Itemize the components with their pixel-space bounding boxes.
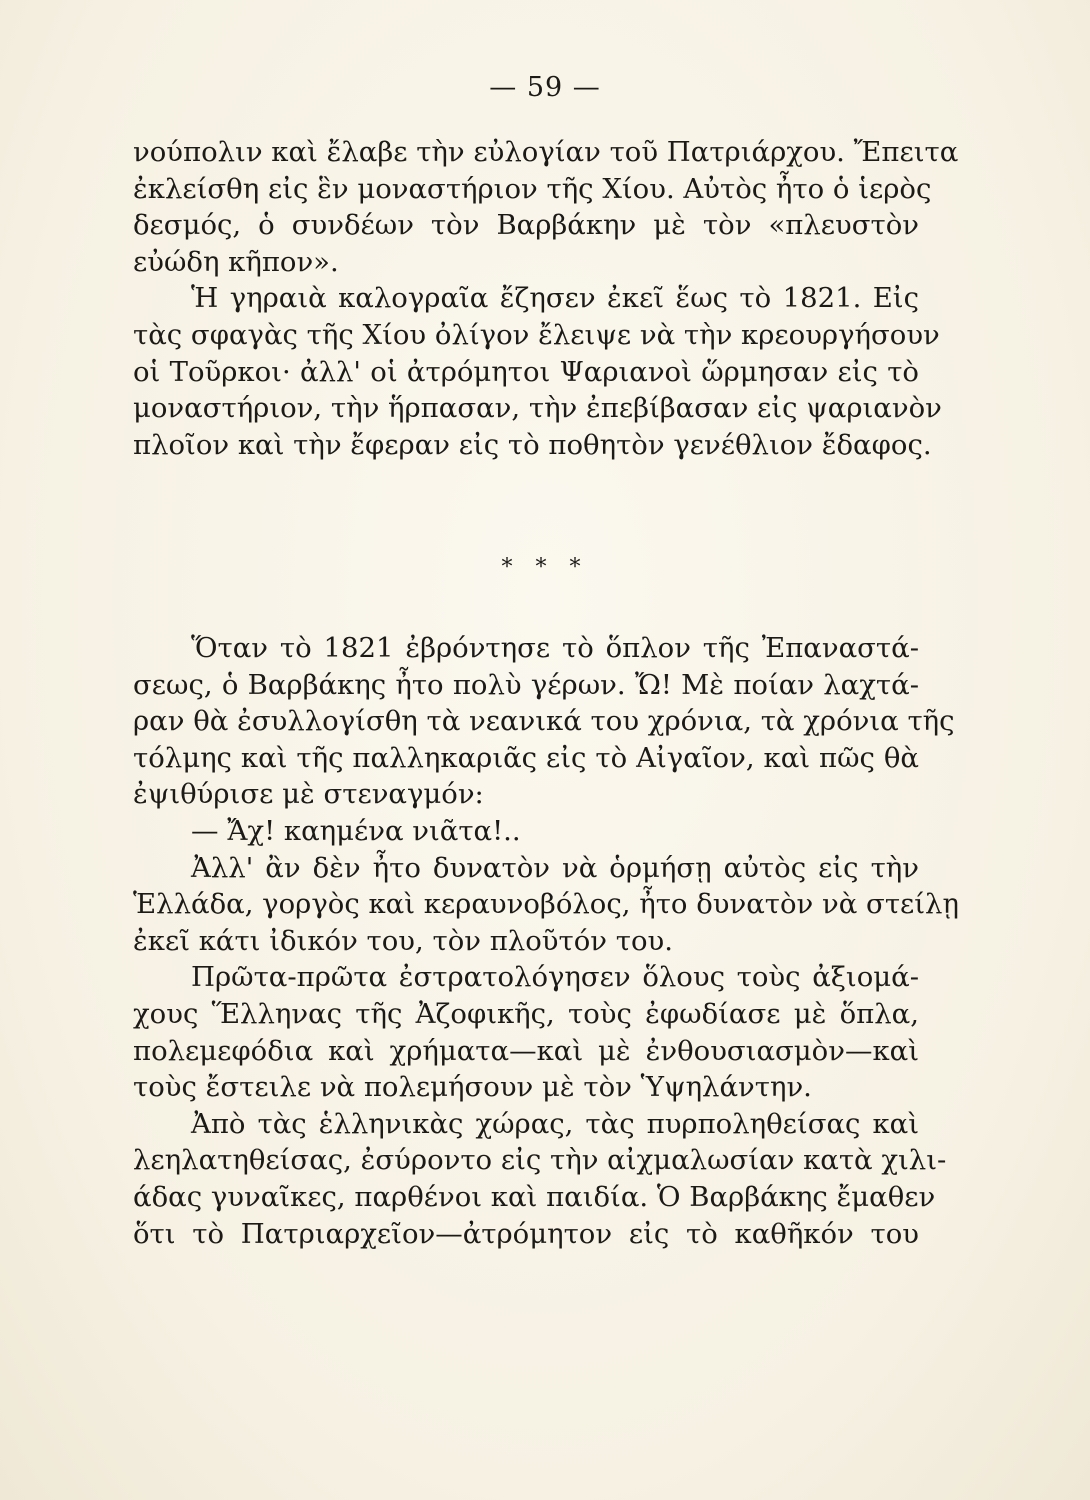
text-line: ἐκεῖ κάτι ἰδικόν του, τὸν πλοῦτόν του. (133, 924, 673, 957)
text-line: άδας γυναῖκες, παρθένοι καὶ παιδία. Ὁ Βαρβάκης ἔμαθεν (133, 1180, 936, 1213)
text-line: Πρῶτα-πρῶτα ἐστρατολόγησεν ὅλους τοὺς ἀξιομά- (191, 961, 919, 994)
text-line: ὅτι τὸ Πατριαρχεῖον—ἀτρόμητον εἰς τὸ καθῆκόν του (133, 1217, 919, 1250)
text-line: δεσμός, ὁ συνδέων τὸν Βαρβάκην μὲ τὸν «πλευστὸν (133, 209, 919, 242)
text-block-upper (133, 134, 959, 463)
text-line: σεως, ὁ Βαρβάκης ἦτο πολὺ γέρων. Ὤ! Μὲ ποίαν λαχτά- (133, 668, 919, 701)
text-line: πολεμεφόδια καὶ χρήματα—καὶ μὲ ἐνθουσιασμὸν—καὶ (133, 1034, 919, 1067)
text-line: λεηλατηθείσας, ἐσύροντο εἰς τὴν αἰχμαλωσίαν κατὰ χιλι- (133, 1144, 947, 1177)
text-line: Ἀλλ' ἂν δὲν ἦτο δυνατὸν νὰ ὁρμήσῃ αὐτὸς εἰς τὴν (191, 851, 919, 884)
text-line: εὐώδη κῆπον». (133, 245, 339, 278)
text-line: τόλμης καὶ τῆς παλληκαριᾶς εἰς τὸ Αἰγαῖον, καὶ πῶς θὰ (133, 741, 919, 774)
text-line: Ἑλλάδα, γοργὸς καὶ κεραυνοβόλος, ἦτο δυνατὸν νὰ στείλῃ (133, 888, 959, 921)
text-line: τὰς σφαγὰς τῆς Χίου ὀλίγον ἔλειψε νὰ τὴν κρεουργήσουν (133, 318, 940, 351)
section-separator: * * * (501, 555, 589, 580)
text-block-lower (133, 630, 959, 1252)
page-number: — 59 — (489, 72, 601, 103)
text-line: πλοῖον καὶ τὴν ἔφεραν εἰς τὸ ποθητὸν γενέθλιον ἔδαφος. (133, 428, 932, 461)
text-line: ραν θὰ ἐσυλλογίσθη τὰ νεανικά του χρόνια, τὰ χρόνια τῆς (133, 705, 955, 738)
text-line: νούπολιν καὶ ἔλαβε τὴν εὐλογίαν τοῦ Πατριάρχου. Ἔπειτα (133, 136, 959, 168)
text-line: Ἡ γηραιὰ καλογραῖα ἔζησεν ἐκεῖ ἕως τὸ 1821. Εἰς (191, 282, 919, 315)
text-line: ἐψιθύρισε μὲ στεναγμόν: (133, 778, 484, 811)
text-line: Ὅταν τὸ 1821 ἐβρόντησε τὸ ὅπλον τῆς Ἐπαναστά- (191, 632, 919, 664)
text-line: τοὺς ἔστειλε νὰ πολεμήσουν μὲ τὸν Ὑψηλάντην. (133, 1071, 812, 1104)
exclamation-line: — Ἄχ! καημένα νιᾶτα!.. (191, 814, 521, 847)
text-line: χους Ἕλληνας τῆς Ἀζοφικῆς, τοὺς ἐφωδίασε μὲ ὅπλα, (133, 997, 919, 1030)
text-line: οἱ Τοῦρκοι· ἀλλ' οἱ ἀτρόμητοι Ψαριανοὶ ὥρμησαν εἰς τὸ (133, 355, 919, 388)
text-line: μοναστήριον, τὴν ἥρπασαν, τὴν ἐπεβίβασαν εἰς ψαριανὸν (133, 392, 942, 425)
text-line: Ἀπὸ τὰς ἑλληνικὰς χώρας, τὰς πυρποληθείσας καὶ (191, 1107, 919, 1140)
text-line: ἐκλείσθη εἰς ἓν μοναστήριον τῆς Χίου. Αὐτὸς ἦτο ὁ ἱερὸς (133, 172, 932, 205)
